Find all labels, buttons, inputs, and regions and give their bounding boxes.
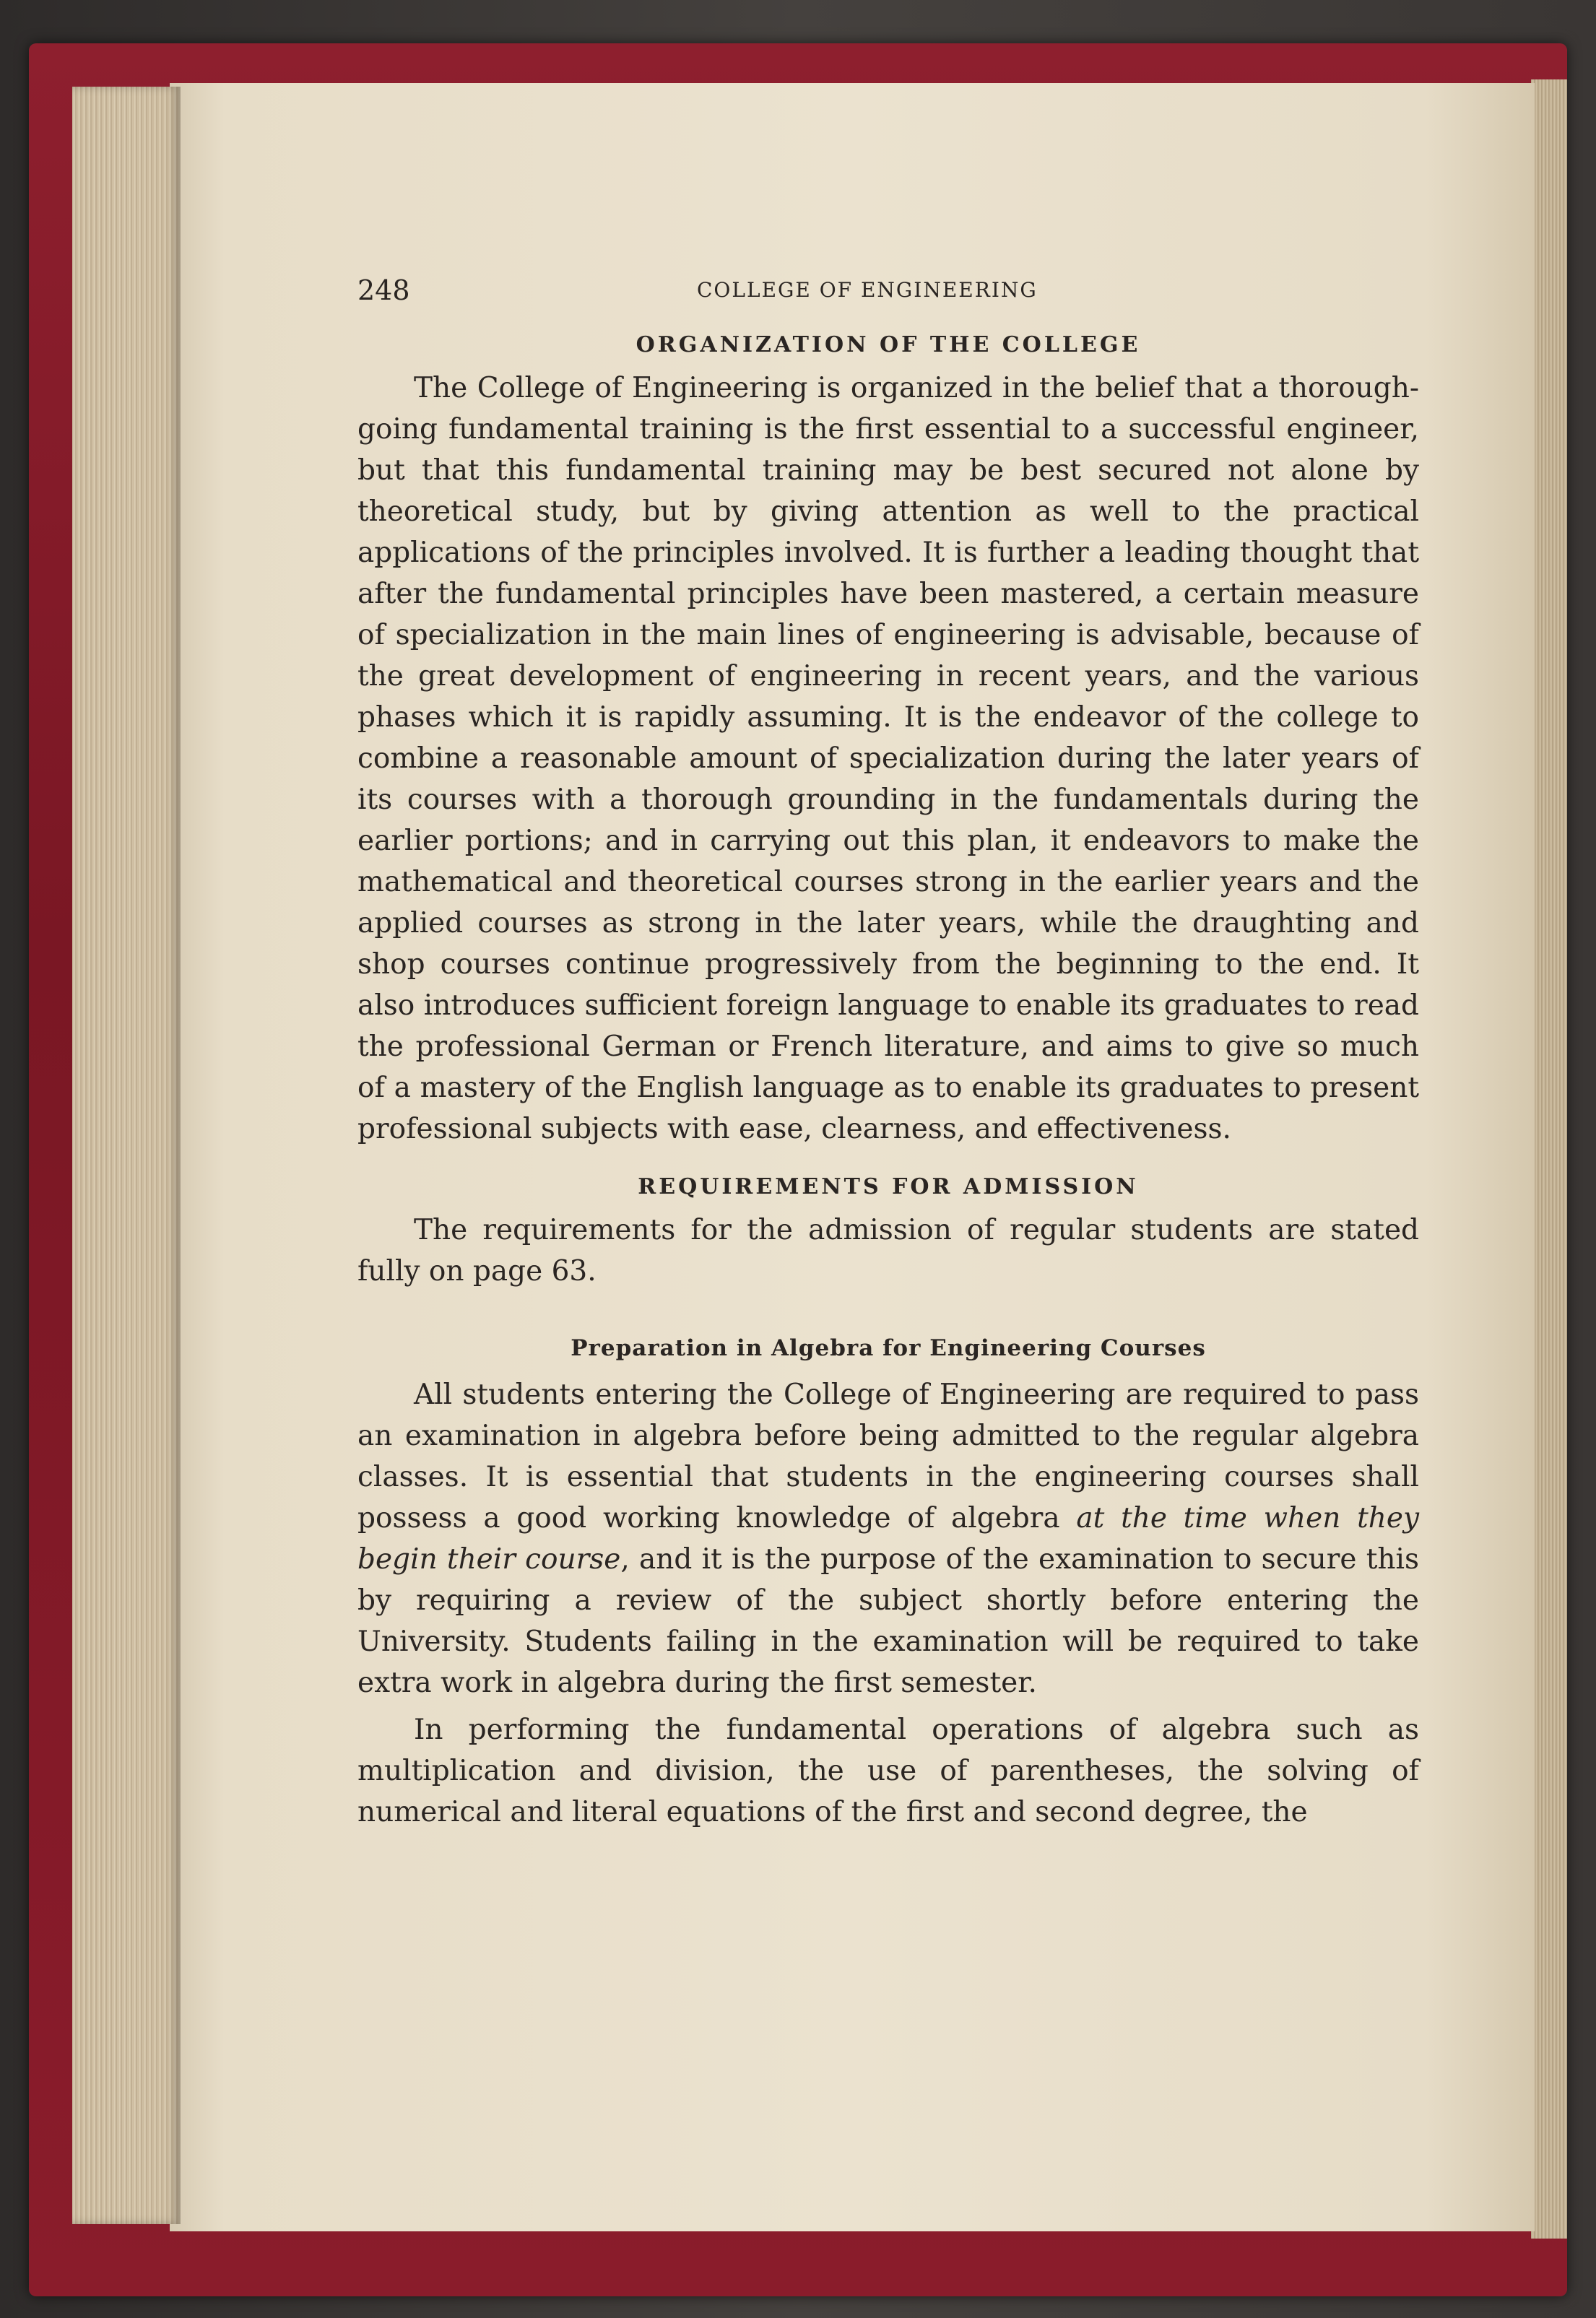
paragraph-algebra-1-start: All students entering the College of Engineering are required to pass an examination in algebra before being admitted to the regular algebra classes. It is essential that students in the engineering courses shall possess a good working knowledge of algebra [357, 1379, 1419, 1535]
paragraph-algebra-1-emphasis: at the time when they begin their course [357, 1502, 1419, 1576]
subheading-algebra: Preparation in Algebra for Engineering Courses [571, 1335, 1206, 1361]
page-edges-left [72, 87, 181, 2224]
running-title: COLLEGE OF ENGINEERING [697, 278, 1038, 302]
paragraph-algebra-2: In performing the fundamental operations of algebra such as multiplication and division, the use of parentheses, the solving of numerical and literal equations of the first and second degree, the [357, 1714, 1419, 1828]
page-edges-right [1531, 79, 1567, 2239]
paragraph-admission: The requirements for the admission of regular students are stated fully on page 63. [357, 1214, 1419, 1288]
page-number: 248 [357, 274, 410, 306]
page-content [357, 267, 1419, 1833]
paragraph-algebra-1-end: , and it is the purpose of the examination to secure this by requiring a review of the subject shortly before entering the University. Students failing in the examination will be required to take extra work in algebra during the first semester. [357, 1543, 1419, 1699]
section-heading-organization: ORGANIZATION OF THE COLLEGE [636, 332, 1141, 357]
paragraph-algebra-1 [357, 1374, 1419, 1703]
paragraph-organization: The College of Engineering is organized in the belief that a thorough-going fundamental training is the first essential to a successful engineer, but that this fundamental training may be best secured not alone by theoretical study, but by giving attention as well to the practical applications of the principles involved. It is further a leading thought that after the fundamental principles have been mastered, a certain measure of specialization in the main lines of engineering is advisable, because of the great development of engineering in recent years, and the various phases which it is rapidly assuming. It is the endeavor of the college to combine a reasonable amount of specialization during the later years of its courses with a thorough grounding in the fundamentals during the earlier portions; and in carrying out this plan, it endeavors to make the mathematical and theoretical courses strong in the earlier years and the applied courses as strong in the later years, while the draughting and shop courses continue progressively from the beginning to the end. It also introduces sufficient foreign language to enable its graduates to read the professional German or French literature, and aims to give so much of a mastery of the English language as to enable its graduates to present professional subjects with ease, clearness, and effectiveness. [357, 372, 1419, 1145]
running-head [357, 267, 1419, 311]
section-heading-admission: REQUIREMENTS FOR ADMISSION [638, 1174, 1139, 1199]
